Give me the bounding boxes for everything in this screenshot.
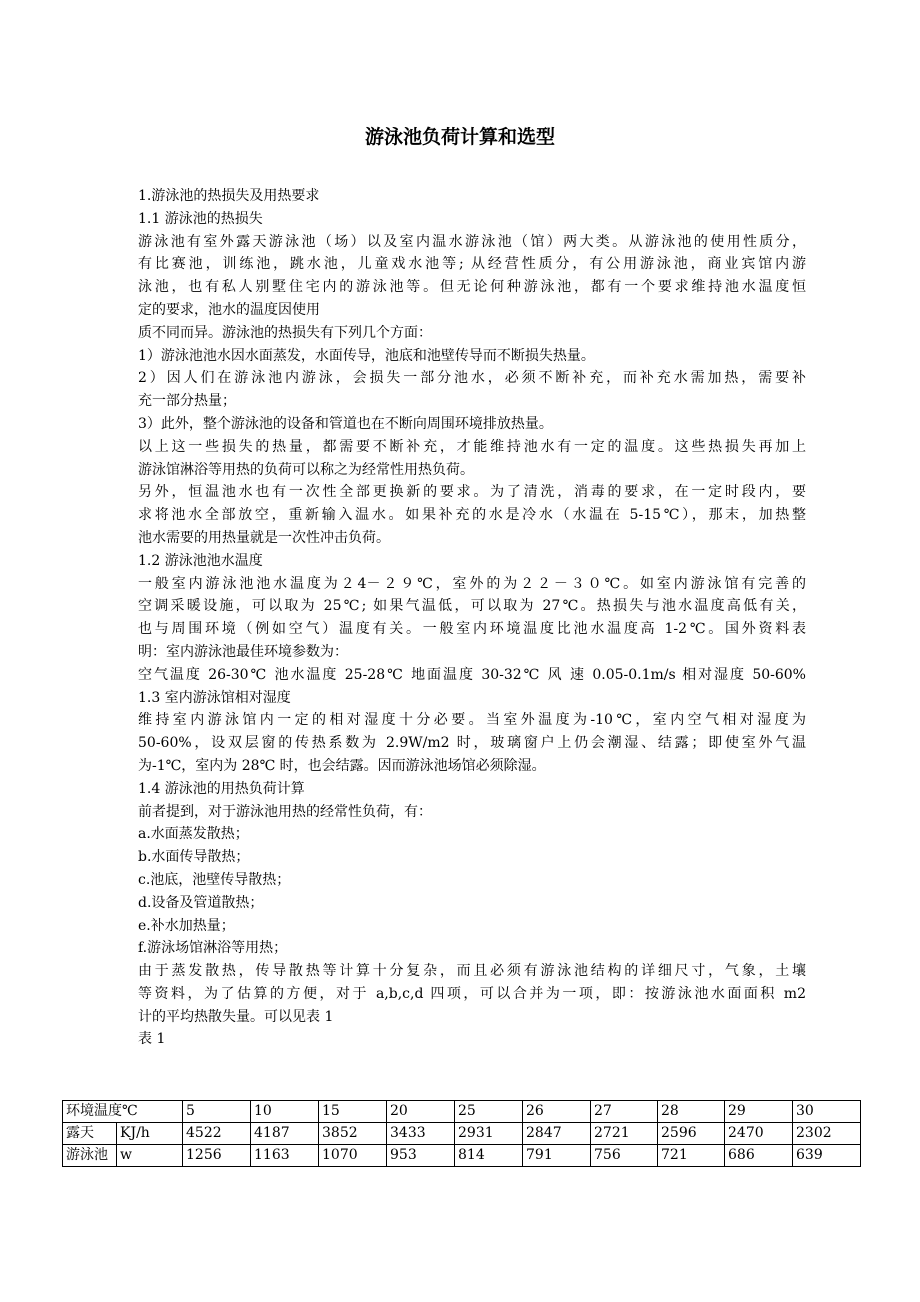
- table-cell: 1163: [251, 1145, 319, 1167]
- paragraph-line: 为-1℃，室内为 28℃ 时，也会结露。因而游泳池场馆必须除湿。: [138, 757, 546, 774]
- list-item: c.池底，池壁传导散热；: [138, 871, 291, 888]
- paragraph-line: 50-60%，设双层窗的传热系数为 2.9W/m2 时，玻璃窗户上仍会潮湿、结露；即使室外气温: [138, 735, 806, 752]
- paragraph-line: 以上这一些损失的热量，都需要不断补充，才能维持池水有一定的温度。这些热损失再加上: [138, 438, 806, 455]
- table-cell: 686: [725, 1145, 793, 1167]
- paragraph-line: 计的平均热散失量。可以见表 1: [138, 1008, 334, 1025]
- table-caption: 表 1: [138, 1031, 166, 1048]
- table-cell: 4522: [183, 1123, 251, 1145]
- heading-1-1: 1.1 游泳池的热损失: [138, 210, 263, 227]
- table-cell: 5: [183, 1101, 251, 1123]
- table-cell: 15: [319, 1101, 387, 1123]
- list-item: 3）此外，整个游泳池的设备和管道也在不断向周围环境排放热量。: [138, 415, 553, 432]
- paragraph-line: 游泳池有室外露天游泳池（场）以及室内温水游泳池（馆）两大类。从游泳池的使用性质分，: [138, 233, 806, 250]
- heat-loss-table: [62, 1100, 861, 1167]
- parameters-line: 空气温度 26-30℃ 池水温度 25-28℃ 地面温度 30-32℃ 风 速 0.05-0.1m/s 相对湿度 50-60%: [138, 666, 806, 683]
- paragraph-line: 另外，恒温池水也有一次性全部更换新的要求。为了清洗，消毒的要求，在一定时段内，要: [138, 484, 806, 501]
- table-cell: 环境温度℃: [63, 1101, 183, 1123]
- table-cell: 721: [658, 1145, 725, 1167]
- heading-1: 1.游泳池的热损失及用热要求: [138, 188, 320, 204]
- table-cell: 2847: [523, 1123, 591, 1145]
- list-item: 2）因人们在游泳池内游泳，会损失一部分池水，必须不断补充，而补充水需加热，需要补: [138, 370, 806, 387]
- list-item: b.水面传导散热；: [138, 849, 250, 866]
- table-header-row: [63, 1101, 861, 1123]
- table-cell: 1256: [183, 1145, 251, 1167]
- table-cell: 953: [387, 1145, 455, 1167]
- document-title: 游泳池负荷计算和选型: [364, 126, 555, 148]
- paragraph-line: 维持室内游泳馆内一定的相对湿度十分必要。当室外温度为-10℃，室内空气相对湿度为: [138, 712, 806, 729]
- heading-1-2: 1.2 游泳池池水温度: [138, 552, 263, 569]
- list-item: d.设备及管道散热；: [138, 894, 264, 911]
- paragraph-line: 明：室内游泳池最佳环境参数为：: [138, 643, 348, 660]
- paragraph-line: 空调采暖设施，可以取为 25℃; 如果气温低，可以取为 27℃。热损失与池水温度高低有关，: [138, 598, 806, 615]
- paragraph-line: 泳池，也有私人别墅住宅内的游泳池等。但无论何种游泳池，都有一个要求维持池水温度恒: [138, 279, 806, 296]
- table-cell: 28: [658, 1101, 725, 1123]
- document-body: [138, 185, 806, 1051]
- list-item: 1）游泳池池水因水面蒸发，水面传导，池底和池壁传导而不断损失热量。: [138, 347, 595, 364]
- table-cell: 3852: [319, 1123, 387, 1145]
- table-cell: 2470: [725, 1123, 793, 1145]
- table-cell: 10: [251, 1101, 319, 1123]
- paragraph-line: 定的要求，池水的温度因使用: [138, 301, 320, 318]
- table-cell: 20: [387, 1101, 455, 1123]
- paragraph-line: 求将池水全部放空，重新输入温水。如果补充的水是冷水（水温在 5-15℃），那末，加热整: [138, 507, 806, 524]
- paragraph-line: 池水需要的用热量就是一次性冲击负荷。: [138, 529, 390, 546]
- table-row: [63, 1145, 861, 1167]
- table-cell: 29: [725, 1101, 793, 1123]
- paragraph-line: 质不同而异。游泳池的热损失有下列几个方面：: [138, 324, 432, 341]
- list-item: e.补水加热量；: [138, 917, 235, 934]
- paragraph-line: 也与周围环境（例如空气）温度有关。一般室内环境温度比池水温度高 1-2℃。国外资料表: [138, 621, 806, 638]
- paragraph-line: 一般室内游泳池池水温度为２4－２９℃，室外的为２２－３０℃。如室内游泳馆有完善的: [138, 575, 806, 592]
- paragraph-line: 游泳馆淋浴等用热的负荷可以称之为经常性用热负荷。: [138, 461, 474, 478]
- table-cell: 756: [591, 1145, 658, 1167]
- table-cell: 25: [455, 1101, 523, 1123]
- table-cell: 露天: [63, 1123, 117, 1145]
- list-item: 充一部分热量；: [138, 393, 236, 410]
- table-cell: 2931: [455, 1123, 523, 1145]
- table-cell: 2302: [793, 1123, 861, 1145]
- list-item: f.游泳场馆淋浴等用热；: [138, 940, 288, 957]
- table-cell: 27: [591, 1101, 658, 1123]
- table-cell: KJ/h: [117, 1123, 183, 1145]
- table-row: [63, 1123, 861, 1145]
- paragraph-line: 有比赛池，训练池，跳水池，儿童戏水池等; 从经营性质分，有公用游泳池，商业宾馆内游: [138, 256, 806, 273]
- table-cell: 2721: [591, 1123, 658, 1145]
- list-item: a.水面蒸发散热；: [138, 826, 249, 843]
- table-cell: 1070: [319, 1145, 387, 1167]
- table-cell: 30: [793, 1101, 861, 1123]
- table-cell: 639: [793, 1145, 861, 1167]
- table-cell: 814: [455, 1145, 523, 1167]
- paragraph-line: 等资料，为了估算的方便，对于 a,b,c,d 四项，可以合并为一项，即：按游泳池水面面积 m2: [138, 985, 806, 1002]
- table-cell: 791: [523, 1145, 591, 1167]
- heading-1-4: 1.4 游泳池的用热负荷计算: [138, 780, 305, 797]
- paragraph-line: 前者提到，对于游泳池用热的经常性负荷，有：: [138, 803, 432, 820]
- table-cell: 3433: [387, 1123, 455, 1145]
- table-cell: 26: [523, 1101, 591, 1123]
- table-cell: 4187: [251, 1123, 319, 1145]
- heading-1-3: 1.3 室内游泳馆相对湿度: [138, 689, 291, 706]
- table-cell: w: [117, 1145, 183, 1167]
- table-cell: 游泳池: [63, 1145, 117, 1167]
- table-cell: 2596: [658, 1123, 725, 1145]
- paragraph-line: 由于蒸发散热，传导散热等计算十分复杂，而且必须有游泳池结构的详细尺寸，气象，土壤: [138, 963, 806, 980]
